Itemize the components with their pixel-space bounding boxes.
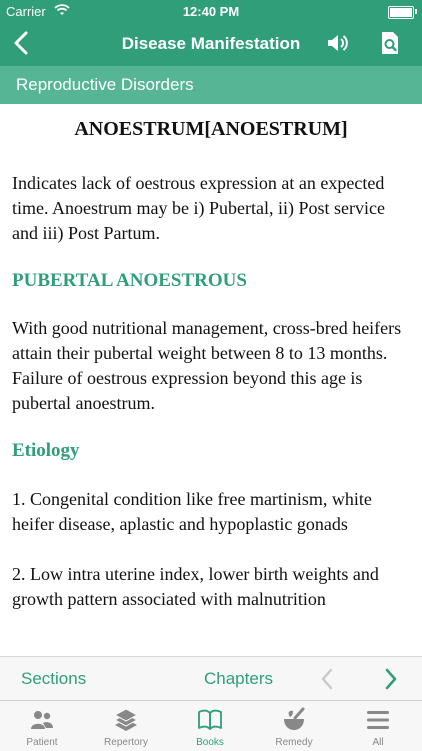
tab-bar xyxy=(0,700,422,751)
top-bar xyxy=(0,0,422,66)
section-heading-etiology: Etiology xyxy=(12,440,80,461)
document-search-icon[interactable] xyxy=(380,31,400,55)
tab-remedy[interactable] xyxy=(252,701,336,751)
carrier-label: Carrier xyxy=(6,4,46,19)
article-title: ANOESTRUM[ANOESTRUM] xyxy=(74,118,348,140)
category-label: Reproductive Disorders xyxy=(16,75,194,94)
tab-books[interactable] xyxy=(168,701,252,751)
tab-label: All xyxy=(372,737,384,748)
status-time: 12:40 PM xyxy=(182,4,240,19)
bottom-toolbar xyxy=(0,656,422,701)
section-heading-pubertal: PUBERTAL ANOESTROUS xyxy=(12,270,247,291)
previous-chevron-icon[interactable] xyxy=(320,668,334,690)
category-subheader xyxy=(0,66,422,104)
tab-repertory[interactable] xyxy=(84,701,168,751)
menu-icon xyxy=(365,707,391,733)
tab-label: Patient xyxy=(26,737,58,748)
patient-icon xyxy=(29,707,55,733)
repertory-icon xyxy=(113,707,139,733)
etiology-item: 2. Low intra uterine index, lower birth weights and growth pattern associated with malnutrition xyxy=(12,564,379,609)
sections-button[interactable]: Sections xyxy=(21,669,87,688)
nav-title: Disease Manifestation xyxy=(121,34,301,53)
tab-label: Repertory xyxy=(104,737,148,748)
battery-tip xyxy=(415,9,417,14)
remedy-icon xyxy=(281,707,307,733)
article-content[interactable] xyxy=(0,104,422,656)
tab-all[interactable] xyxy=(336,701,420,751)
tab-patient[interactable] xyxy=(0,701,84,751)
speaker-icon[interactable] xyxy=(326,32,348,54)
article-intro: Indicates lack of oestrous expression at an expected time. Anoestrum may be i) Pubertal, ii) Post service and iii) Post Partum. xyxy=(12,173,385,243)
navigation-bar xyxy=(0,22,422,66)
status-bar xyxy=(0,0,422,22)
tab-label: Remedy xyxy=(275,737,313,748)
tab-label: Books xyxy=(196,737,224,748)
books-icon xyxy=(197,707,223,733)
next-chevron-icon[interactable] xyxy=(384,668,398,690)
chapters-button[interactable]: Chapters xyxy=(204,669,273,688)
battery-icon xyxy=(388,6,414,19)
section-text-pubertal: With good nutritional management, cross-bred heifers attain their pubertal weight between 8 to 13 months. Failure of oestrous expression beyond this age is pubertal anoestrum. xyxy=(12,318,402,413)
etiology-item: 1. Congenital condition like free martinism, white heifer disease, aplastic and hypoplastic gonads xyxy=(12,489,372,534)
